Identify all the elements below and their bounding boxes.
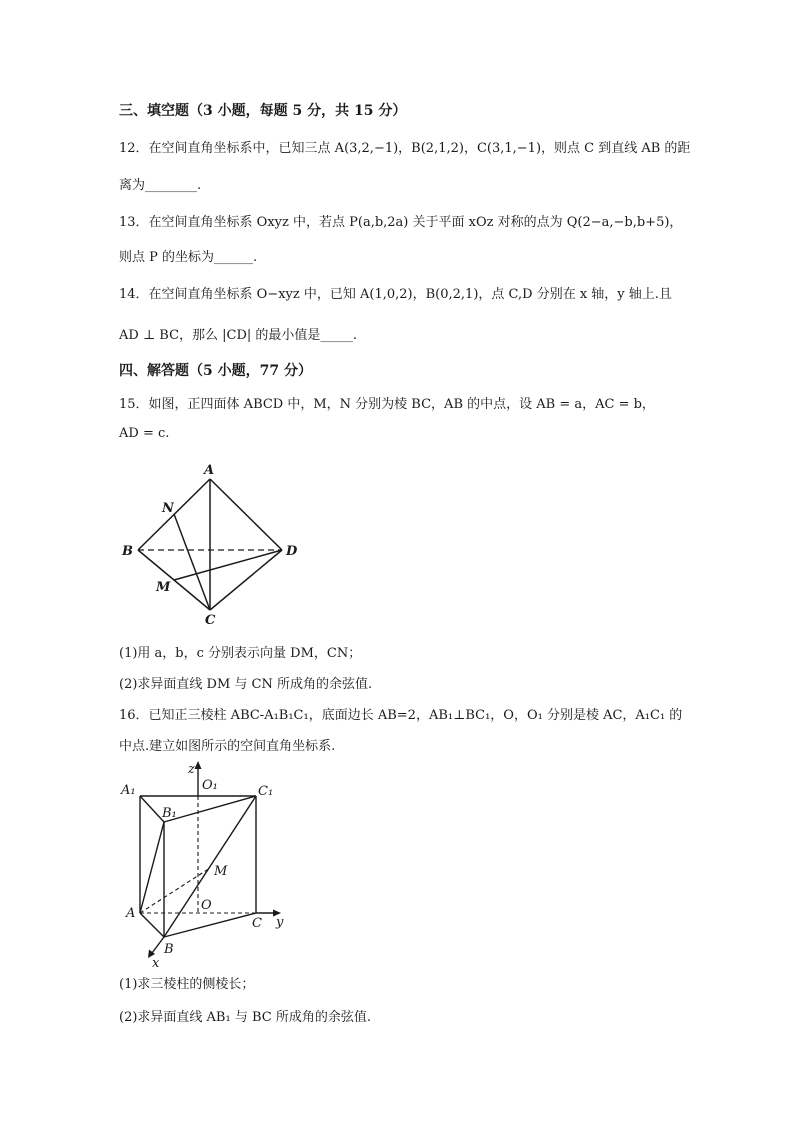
question-15-line-1: 15．如图，正四面体 ABCD 中，M，N 分别为棱 BC，AB 的中点，设 AB = a，AC = b，	[119, 397, 655, 412]
question-16-line-2: 中点.建立如图所示的空间直角坐标系.	[119, 739, 336, 754]
question-16-sub-2: (2)求异面直线 AB₁ 与 BC 所成角的余弦值.	[119, 1010, 371, 1025]
question-15-sub-1: (1)用 a，b，c 分别表示向量 DM，CN；	[119, 646, 362, 661]
section-3-heading: 三、填空题（3 小题，每题 5 分，共 15 分）	[119, 103, 407, 119]
label-y: y	[276, 915, 284, 930]
label-M: M	[214, 864, 228, 879]
label-B1: B₁	[162, 806, 177, 821]
label-C1: C₁	[258, 784, 274, 799]
question-15-sub-2: (2)求异面直线 DM 与 CN 所成角的余弦值.	[119, 677, 373, 692]
label-C: C	[205, 613, 216, 628]
label-C: C	[252, 916, 262, 931]
question-14-line-2: AD ⊥ BC，那么 |CD| 的最小值是_____.	[119, 328, 358, 343]
question-15-line-2: AD = c.	[119, 426, 170, 441]
label-A1: A₁	[121, 783, 136, 798]
question-16-line-1: 16．已知正三棱柱 ABC-A₁B₁C₁，底面边长 AB=2，AB₁⊥BC₁，O，O₁ 分别是棱 AC，A₁C₁ 的	[119, 708, 683, 723]
label-M: M	[156, 580, 171, 595]
label-O1: O₁	[202, 778, 218, 793]
question-16-sub-1: (1)求三棱柱的侧棱长；	[119, 977, 255, 992]
question-13-line-1: 13．在空间直角坐标系 Oxyz 中，若点 P(a,b,2a) 关于平面 xOz 对称的点为 Q(2−a,−b,b+5)，	[119, 215, 683, 230]
question-13-line-2: 则点 P 的坐标为______.	[119, 250, 258, 265]
label-A: A	[126, 906, 136, 921]
label-B: B	[122, 544, 133, 559]
label-z: z	[188, 762, 195, 777]
label-N: N	[162, 501, 174, 516]
prism-figure	[118, 757, 308, 972]
tetrahedron-figure	[118, 460, 318, 630]
label-B: B	[164, 942, 174, 957]
label-D: D	[286, 544, 298, 559]
question-14-line-1: 14．在空间直角坐标系 O−xyz 中，已知 A(1,0,2)，B(0,2,1)，点 C,D 分别在 x 轴，y 轴上.且	[119, 287, 672, 302]
question-12-line-2: 离为________.	[119, 178, 202, 193]
section-4-heading: 四、解答题（5 小题，77 分）	[119, 363, 312, 379]
label-A: A	[204, 463, 215, 478]
label-x: x	[152, 956, 160, 971]
label-O: O	[201, 898, 212, 913]
question-12-line-1: 12．在空间直角坐标系中，已知三点 A(3,2,−1)，B(2,1,2)，C(3,1,−1)，则点 C 到直线 AB 的距	[119, 141, 691, 156]
